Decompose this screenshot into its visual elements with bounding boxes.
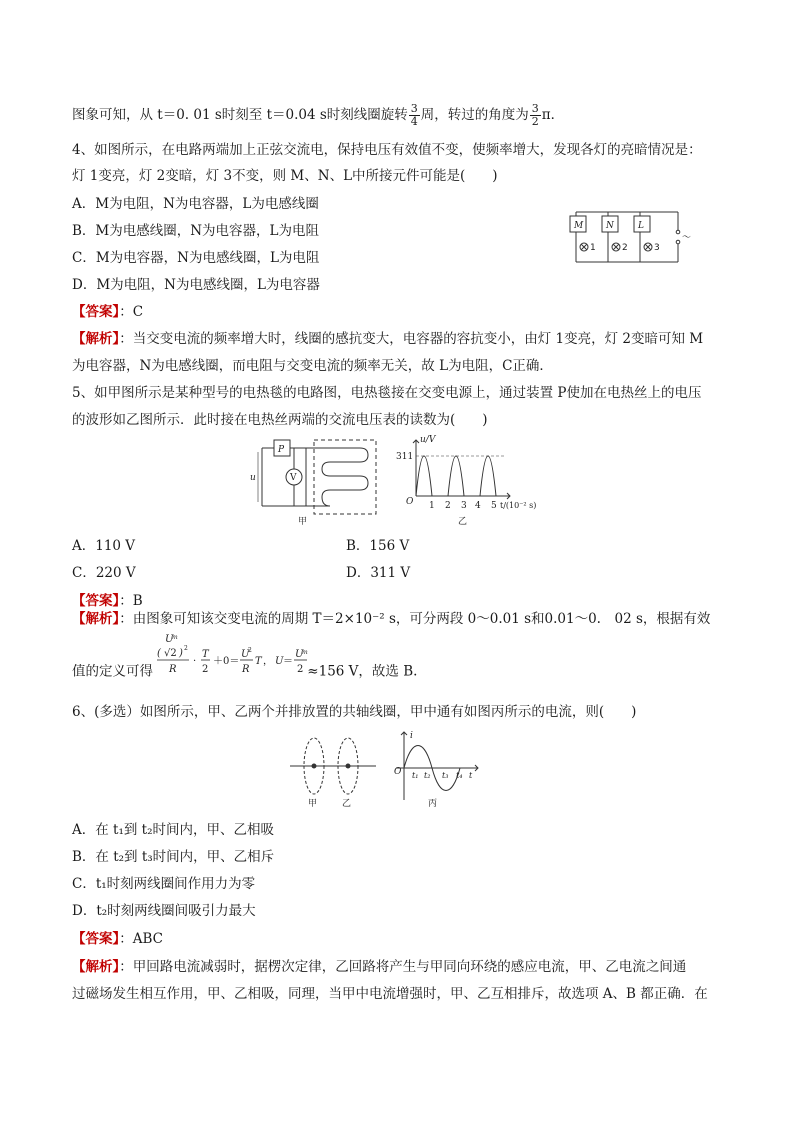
q6-caption-jia: 甲 — [308, 799, 318, 809]
svg-text:＋0＝: ＋0＝ — [213, 656, 240, 667]
ac-source-symbol: ～ — [682, 233, 692, 243]
svg-text:2: 2 — [202, 664, 209, 675]
q4-analysis-2: 为电容器，N为电感线圈，而电阻与交变电流的频率无关，故 L为电阻，C正确． — [72, 358, 553, 374]
q4-stem-2: 灯 1变亮，灯 2变暗，灯 3不变，则 M、N、L中所接元件可能是( ) — [72, 168, 498, 184]
q4-answer-line — [72, 302, 143, 322]
svg-text:2: 2 — [248, 647, 253, 654]
svg-text:U: U — [165, 634, 174, 645]
lamp-2-label: 2 — [622, 243, 628, 253]
yi-y-axis-label: u/V — [420, 435, 436, 445]
q6-option-b: B．在 t₂到 t₃时间内，甲、乙相斥 — [72, 849, 275, 865]
q5-formula-image — [157, 632, 307, 684]
q4-circuit-figure — [568, 206, 696, 268]
yi-y-tick-311: 311 — [396, 452, 414, 462]
q6-figure — [286, 728, 482, 810]
q5-stem-2: 的波形如乙图所示．此时接在电热丝两端的交流电压表的读数为( ) — [72, 412, 488, 428]
yi-x-tick-1: 1 — [429, 501, 435, 511]
q6-tick-t3: t₃ — [442, 771, 449, 780]
q6-tick-t: t — [469, 771, 473, 780]
fig-yi-caption: 乙 — [458, 517, 468, 527]
svg-text:m: m — [172, 634, 178, 641]
q4-option-d: D．M为电阻，N为电感线圈，L为电容器 — [72, 277, 320, 293]
q4-answer: ：C — [119, 304, 144, 320]
fig-jia-caption: 甲 — [298, 517, 308, 527]
lamp-1-label: 1 — [590, 243, 596, 253]
q6-option-a: A．在 t₁到 t₂时间内，甲、乙相吸 — [72, 822, 275, 838]
intro-mid: 周，转过的角度为 — [420, 107, 529, 123]
yi-x-tick-3: 3 — [461, 501, 467, 511]
svg-text:): ) — [179, 648, 184, 659]
q4-analysis-label: 【解析】 — [72, 331, 120, 347]
q5-analysis-2-prefix: 值的定义可得 — [72, 663, 153, 680]
yi-x-tick-5: 5 — [491, 501, 497, 511]
box-m-label: M — [574, 221, 584, 231]
q4-option-a: A．M为电阻，N为电容器，L为电感线圈 — [72, 196, 319, 212]
fraction-three-halves: $\frac{3}{2}$ — [531, 102, 539, 128]
q6-tick-t2: t₂ — [424, 771, 431, 780]
q5-figure-jia — [250, 436, 382, 528]
q6-tick-t1: t₁ — [412, 771, 419, 780]
voltmeter-label: V — [290, 473, 297, 483]
q5-analysis-line-2 — [72, 634, 418, 684]
svg-text:R: R — [242, 664, 250, 675]
svg-text:，: ， — [263, 656, 274, 667]
svg-text:2: 2 — [297, 664, 304, 675]
q6-origin: O — [394, 767, 402, 777]
yi-x-tick-2: 2 — [445, 501, 451, 511]
q4-stem-1: 4、如图所示，在电路两端加上正弦交流电，保持电压有效值不变，使频率增大，发现各灯的亮暗情况是： — [72, 142, 702, 158]
q6-analysis-2: 过磁场发生相互作用，甲、乙相吸，同理，当甲中电流增强时，甲、乙互相排斥，故选项 A、B 都正确．在 — [72, 986, 708, 1002]
q6-option-c: C．t₁时刻两线圈间作用力为零 — [72, 876, 256, 892]
svg-text:U: U — [241, 649, 250, 660]
q5-answer-line — [72, 591, 143, 611]
q5-option-c: C．220 V — [72, 565, 136, 581]
device-p-label: P — [278, 445, 285, 455]
q4-option-b: B．M为电感线圈，N为电容器，L为电阻 — [72, 223, 320, 239]
q5-option-a: A．110 V — [72, 538, 136, 554]
q4-answer-label: 【答案】 — [72, 304, 120, 320]
intro-suffix: π． — [541, 107, 565, 123]
intro-t2: t＝0.04 s时刻线圈旋转 — [266, 107, 408, 123]
q6-tick-t4: t₄ — [456, 771, 463, 780]
q6-answer-line — [72, 929, 163, 949]
q6-answer-label: 【答案】 — [72, 931, 120, 947]
q4-option-c: C．M为电容器，N为电感线圈，L为电阻 — [72, 250, 320, 266]
q4-analysis-1: ：当交变电流的频率增大时，线圈的感抗变大，电容器的容抗变小，由灯 1变亮，灯 2变暗可知 M — [119, 331, 704, 347]
q5-answer-label: 【答案】 — [72, 593, 120, 609]
svg-text:U: U — [275, 656, 284, 667]
q6-stem: 6、(多选）如图所示，甲、乙两个并排放置的共轴线圈，甲中通有如图丙所示的电流，则( ) — [72, 704, 637, 720]
q6-axis-i: i — [410, 731, 413, 741]
svg-text:R: R — [169, 664, 177, 675]
intro-line — [72, 103, 564, 128]
yi-x-axis-label: t/(10⁻² s) — [500, 501, 537, 510]
yi-x-tick-4: 4 — [475, 501, 481, 511]
svg-text:·: · — [193, 656, 197, 667]
q6-option-d: D．t₂时刻两线圈间吸引力最大 — [72, 903, 256, 919]
lamp-3-label: 3 — [654, 243, 660, 253]
yi-origin: O — [406, 497, 414, 507]
q5-option-b: B．156 V — [346, 538, 410, 554]
q4-analysis-line-1 — [72, 329, 703, 349]
svg-text:U: U — [295, 649, 304, 660]
svg-text:(: ( — [157, 648, 162, 659]
q5-analysis-label: 【解析】 — [72, 611, 120, 627]
q6-analysis-line-1 — [72, 957, 686, 977]
q5-stem-1: 5、如甲图所示是某种型号的电热毯的电路图，电热毯接在交变电源上，通过装置 P使加在电热丝上的电压 — [72, 385, 702, 401]
svg-text:＝: ＝ — [283, 656, 294, 667]
box-n-label: N — [606, 221, 614, 231]
q6-caption-bing: 丙 — [428, 799, 438, 809]
q5-answer: ：B — [119, 593, 143, 609]
q5-analysis-2-suffix: ≈156 V，故选 B. — [307, 663, 418, 680]
svg-text:√2: √2 — [164, 648, 178, 659]
q5-analysis-1: ：由图象可知该交变电流的周期 T＝2×10⁻² s，可分两段 0～0.01 s和0.01～0. 02 s，根据有效 — [119, 611, 711, 627]
svg-text:T: T — [202, 649, 209, 660]
q5-analysis-line-1 — [72, 609, 710, 629]
svg-text:T: T — [255, 656, 262, 667]
q5-figure-yi — [392, 432, 542, 530]
q6-caption-yi: 乙 — [342, 799, 352, 809]
svg-text:m: m — [302, 649, 308, 656]
fraction-three-quarters: $\frac{3}{4}$ — [410, 102, 418, 128]
q5-option-d: D．311 V — [346, 565, 411, 581]
box-l-label: L — [638, 221, 644, 231]
intro-t1: t＝0. 01 s时刻至 — [157, 107, 267, 123]
q6-analysis-label: 【解析】 — [72, 959, 120, 975]
q6-analysis-1: ：甲回路电流减弱时，据楞次定律，乙回路将产生与甲同向环绕的感应电流，甲、乙电流之间通 — [119, 959, 687, 975]
voltage-u-label: u — [250, 473, 256, 483]
q6-answer: ：ABC — [119, 931, 163, 947]
svg-text:2: 2 — [184, 645, 189, 652]
intro-prefix: 图象可知，从 — [72, 107, 158, 123]
